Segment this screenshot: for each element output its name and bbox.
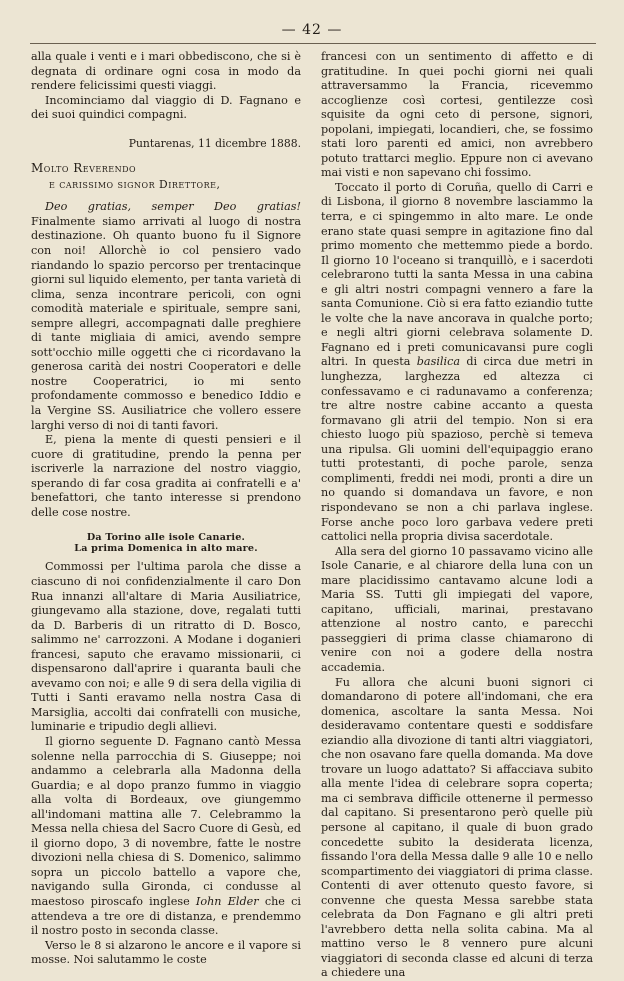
right-paragraph-1 (321, 181, 593, 545)
basilica-word: basilica (416, 355, 461, 369)
section-heading (31, 532, 301, 554)
right-paragraph-1-a: Toccato il porto di Coruña, quello di Carri e di Lisbona, il giorno 8 novembre lasciammo la terra, e ci spingemmo in alto mare. Le onde erano state quasi sempre in agitazione fino dal primo momento che mettemmo piede a bordo. Il giorno 10 l'oceano si tranquillò, e i sacerdoti celebrarono tutti la santa Messa in una cabina e gli altri nostri compagni vennero a fare la santa Comunione. Ciò si era fatto eziandio tutte le volte che la nave ancorava in qualche porto; e negli altri giorni celebrava solamente D. Fagnano ed i preti comunicavansi pure cogli altri. In questa (321, 180, 593, 369)
left-paragraph-5 (31, 735, 301, 939)
left-paragraph-2-text: Finalmente siamo arrivati al luogo di nostra destinazione. Oh quanto buono fu il Signore con noi! Allorchè io col pensiero vado riandando lo spazio percorso per trentacinque giorni sul liquido elemento, per tanta varietà di clima, senza incontrare pericoli, con ogni comodità materiale e spirituale, sempre sani, sempre allegri, accompagnati dalle preghiere di tante migliaia di amici, avendo sempre sott'occhio mille oggetti che ci ricordavano la generosa carità dei nostri Cooperatori e delle nostre Cooperatrici, io mi sento profondamente commosso e benedico Iddio e la Vergine SS. Ausiliatrice che vollero essere larghi verso di noi di tanti favori. (31, 214, 301, 432)
left-paragraph-4: Commossi per l'ultima parola che disse a ciascuno di noi confidenzialmente il caro Don Rua innanzi all'altare di Maria Ausiliatrice, giungevamo alla stazione, dove, regalati tutti da D. Barberis di un ritratto di D. Bosco, salimmo ne' carrozzoni. A Modane i doganieri francesi, saputo che eravamo missionarii, ci dispensarono dall'aprire i quaranta bauli che avevamo con noi; e alle 9 di sera della vigilia di Tutti i Santi eravamo nella nostra Casa di Marsiglia, accolti dai confratelli con musiche, luminarie e tripudio degli allievi. (31, 560, 301, 734)
salutation-sub: e carissimo signor Direttore, (49, 177, 221, 191)
left-paragraph-2 (31, 200, 301, 433)
left-column (31, 50, 301, 968)
ship-name: Iohn Elder (195, 894, 259, 908)
letter-date: Puntarenas, 11 dicembre 1888. (128, 136, 301, 150)
salutation: Molto Reverendo (31, 161, 137, 176)
left-paragraph-1: Incominciamo dal viaggio di D. Fagnano e dei suoi quindici compagni. (31, 93, 301, 122)
right-paragraph-1-b: di circa due metri in lunghezza, larghezza ed altezza ci confessavamo e ci radunavamo a conferenza; tre altre nostre cabine accanto a questa formavano gli atrii del tempio. Non si era chiesto luogo più spazioso, perchè si temeva una ripulsa. Gli uomini dell'equipaggio erano tutti protestanti, di poche parole, senza complimenti, freddi nei modi, pronti a dire un no quando si domandava un favore, e non rispondevano se non a chi parlava inglese. Forse anche poco loro garbava vedere preti cattolici nella propria divisa sacerdotale. (321, 355, 593, 544)
page-number: — 42 — (281, 22, 343, 38)
left-paragraph-6: Verso le 8 si alzarono le ancore e il vapore si mosse. Noi salutammo le coste (31, 938, 301, 967)
deo-gratias: Deo gratias, semper Deo gratias! (45, 200, 301, 214)
right-paragraph-0: francesi con un sentimento di affetto e di gratitudine. In quei pochi giorni nei quali attraversammo la Francia, ricevemmo accoglienze così cortesi, gentilezze così squisite da ogni ceto di persone, signori, popolani, impiegati, locandieri, che, se fossimo stati loro parenti ed amici, non avrebbero potuto trattarci meglio. Eppure non ci avevano mai visti e non sapevano chi fossimo. (321, 50, 593, 180)
header-rule (30, 43, 596, 44)
left-paragraph-0: alla quale i venti e i mari obbediscono, che si è degnata di ordinare ogni cosa in modo da rendere felicissimi questi viaggi. (31, 50, 301, 93)
left-paragraph-5-a: Il giorno seguente D. Fagnano cantò Messa solenne nella parrocchia di S. Giuseppe; noi andammo a celebrarla alla Madonna della Guardia; e al dopo pranzo fummo in viaggio alla volta di Bordeaux, ove giungemmo all'indomani mattina alle 7. Celebrammo la Messa nella chiesa del Sacro Cuore di Gesù, ed il giorno dopo, 3 di novembre, fatte le nostre divozioni nella chiesa di S. Domenico, salimmo sopra un piccolo battello a vapore che, navigando sulla Gironda, ci condusse al maestoso piroscafo inglese (31, 734, 301, 908)
right-paragraph-2: Alla sera del giorno 10 passavamo vicino alle Isole Canarie, e al chiarore della luna con un mare placidissimo cantavamo alcune lodi a Maria SS. Tutti gli impiegati del vapore, capitano, ufficiali, marinai, prestavano attenzione al nostro canto, e parecchi passeggieri di prima classe chiamarono di venire con noi a godere della nostra accademia. (321, 544, 593, 674)
right-column (321, 50, 593, 981)
left-paragraph-3: E, piena la mente di questi pensieri e il cuore di gratitudine, prendo la penna per iscriverle la narrazione del nostro viaggio, sperando di far cosa gradita ai confratelli e a' benefattori, che tanto interesse si prendono delle cose nostre. (31, 433, 301, 519)
section-heading-line-1: Da Torino alle isole Canarie. (86, 532, 246, 544)
right-paragraph-3: Fu allora che alcuni buoni signori ci domandarono di potere all'indomani, che era domenica, ascoltare la santa Messa. Noi desideravamo contentare questi e soddisfare eziandio alla divozione di tanti altri viaggiatori, che non osavano fare quella domanda. Ma dove trovare un luogo adattato? Si affacciava subito alla mente l'idea di celebrare sopra coperta; ma ci sembrava difficile ottenerne il permesso dal capitano. Si presentarono però quelle più persone al capitano, il quale di buon grado concedette subito la desiderata licenza, fissando l'ora della Messa dalle 9 alle 10 e nello scompartimento dei viaggiatori di prima classe. Contenti di aver ottenuto questo favore, si convenne che questa Messa sarebbe stata celebrata da Don Fagnano e gli altri preti l'avrebbero detta nella solita cabina. Ma al mattino verso le 8 vennero pure alcuni viaggiatori di seconda classe ed alcuni di terza a chiedere una (321, 675, 593, 980)
left-paragraph-5-b: che ci attendeva a tre ore di distanza, e prendemmo il nostro posto in seconda classe. (31, 894, 301, 938)
section-heading-line-2: La prima Domenica in alto mare. (74, 543, 258, 555)
